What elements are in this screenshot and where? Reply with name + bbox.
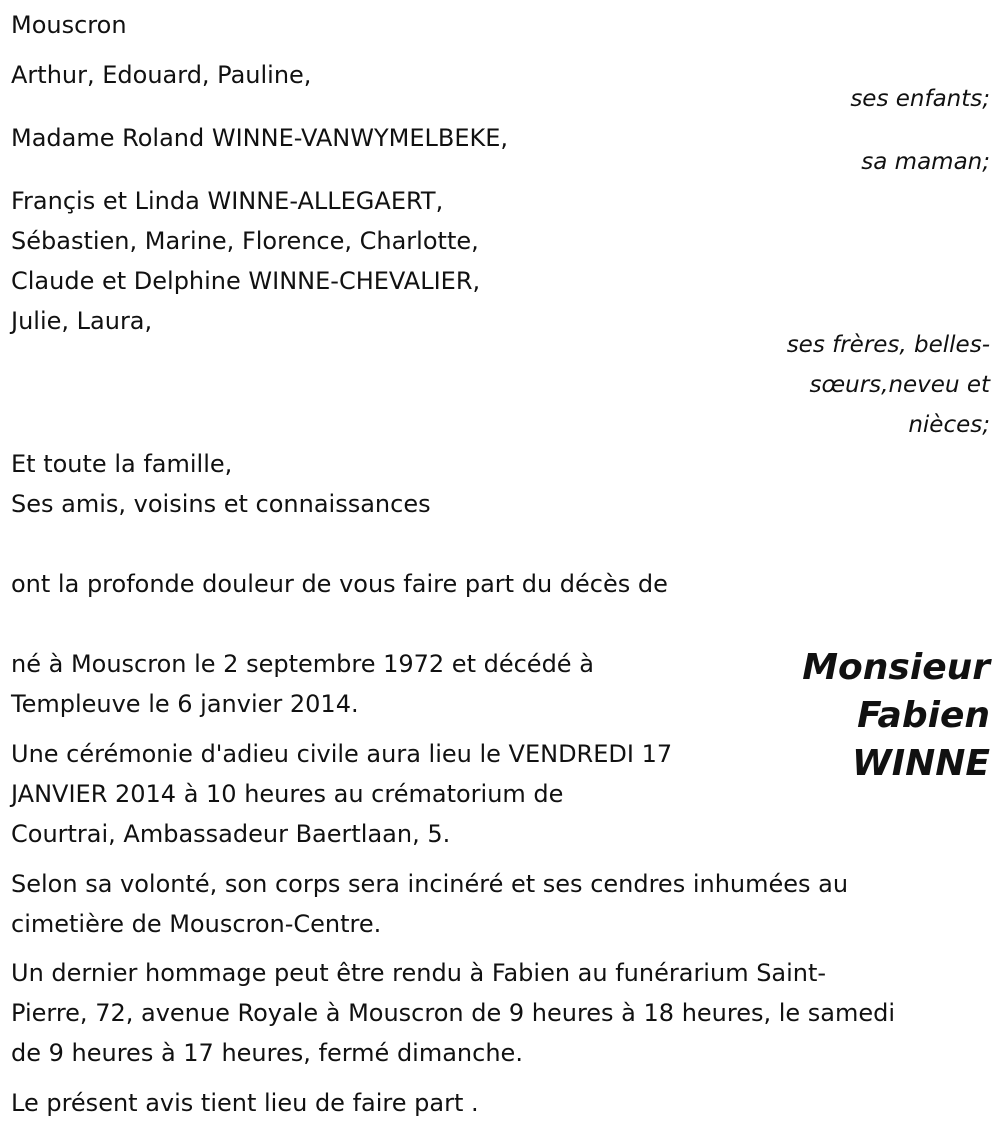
tribute-line: Un dernier hommage peut être rendu à Fabien au funérarium Saint- xyxy=(11,959,827,987)
others-line: Ses amis, voisins et connaissances xyxy=(11,490,431,518)
birth-death-line: Templeuve le 6 janvier 2014. xyxy=(11,690,359,718)
notice: Le présent avis tient lieu de faire part . xyxy=(11,1089,479,1117)
siblings-relation-line: sœurs,neveu et xyxy=(809,372,990,398)
deceased-title: Monsieur xyxy=(802,647,990,688)
sibling-line: Claude et Delphine WINNE-CHEVALIER, xyxy=(11,267,481,295)
sibling-line: Sébastien, Marine, Florence, Charlotte, xyxy=(11,227,479,255)
ceremony-line: Courtrai, Ambassadeur Baertlaan, 5. xyxy=(11,820,451,848)
mother-name: Madame Roland WINNE-VANWYMELBEKE, xyxy=(11,124,509,152)
ceremony-line: JANVIER 2014 à 10 heures au crématorium de xyxy=(11,780,564,808)
children-names: Arthur, Edouard, Pauline, xyxy=(11,61,312,89)
tribute-line: de 9 heures à 17 heures, fermé dimanche. xyxy=(11,1039,523,1067)
location: Mouscron xyxy=(11,11,127,39)
siblings-relation-line: ses frères, belles- xyxy=(786,332,990,358)
sibling-line: Françis et Linda WINNE-ALLEGAERT, xyxy=(11,187,444,215)
tribute-line: Pierre, 72, avenue Royale à Mouscron de 9 heures à 18 heures, le samedi xyxy=(11,999,896,1027)
cremation-line: Selon sa volonté, son corps sera incinéré et ses cendres inhumées au xyxy=(11,870,849,898)
sibling-line: Julie, Laura, xyxy=(11,307,153,335)
birth-death-line: né à Mouscron le 2 septembre 1972 et décédé à xyxy=(11,650,594,678)
deceased-last-name: WINNE xyxy=(852,743,990,784)
siblings-relation-line: nièces; xyxy=(908,412,990,438)
ceremony-line: Une cérémonie d'adieu civile aura lieu le VENDREDI 17 xyxy=(11,740,673,768)
announcement: ont la profonde douleur de vous faire part du décès de xyxy=(11,570,668,598)
deceased-first-name: Fabien xyxy=(857,695,990,736)
children-relation: ses enfants; xyxy=(850,86,990,112)
cremation-line: cimetière de Mouscron-Centre. xyxy=(11,910,382,938)
mother-relation: sa maman; xyxy=(861,149,990,175)
others-line: Et toute la famille, xyxy=(11,450,233,478)
deceased-name xyxy=(802,644,990,788)
